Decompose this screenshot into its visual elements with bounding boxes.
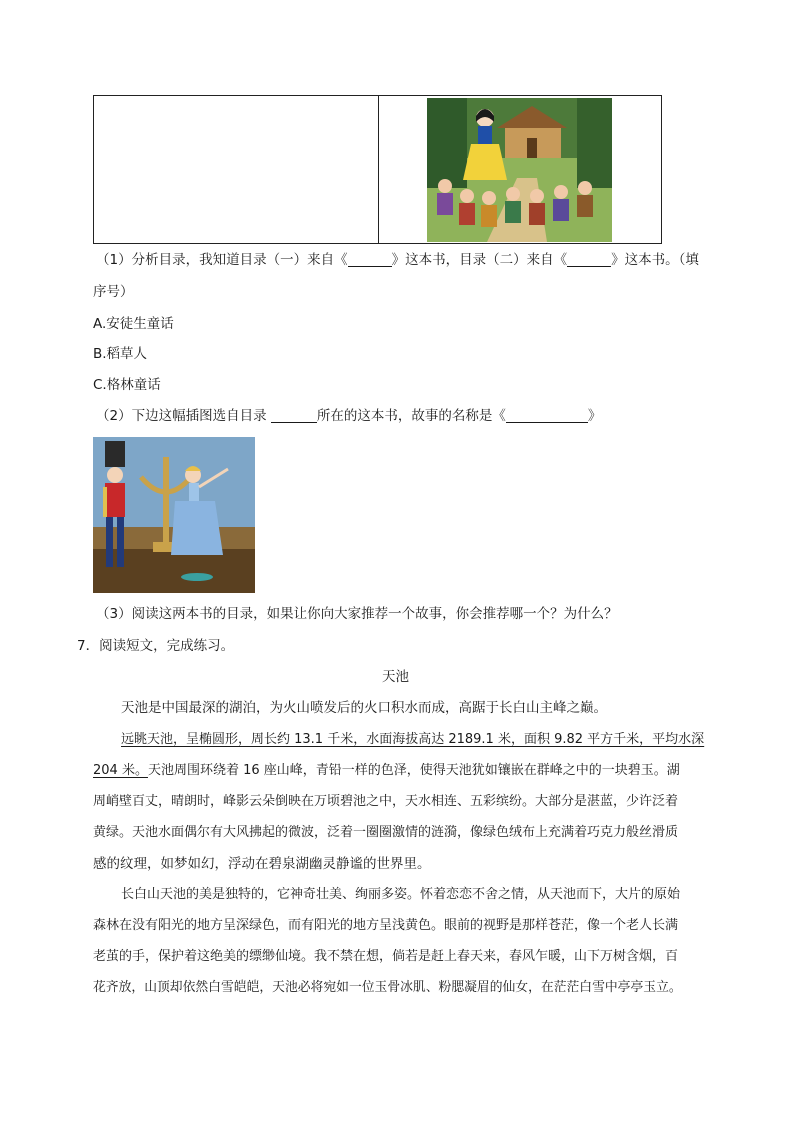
option-c: C.格林童话 xyxy=(93,377,161,393)
answer-blank-3[interactable] xyxy=(271,408,317,423)
underlined-segment: 204 米。 xyxy=(93,763,148,778)
option-b: B.稻草人 xyxy=(93,346,148,362)
answer-blank-2[interactable] xyxy=(567,252,611,267)
q6-part1-text-a: （1）分析目录，我知道目录（一）来自《 xyxy=(96,252,348,268)
q6-part1-line1 xyxy=(96,251,699,269)
paragraph-3-line-1: 长白山天池的美是独特的，它神奇壮美、绚丽多姿。怀着恋恋不舍之情，从天池而下，大片的原始 xyxy=(121,887,681,902)
paragraph-2-line-1: 远眺天池，呈椭圆形，周长约 13.1 千米，水面海拔高达 2189.1 米，面积 9.82 平方千米，平均水深 xyxy=(121,732,705,747)
paragraph-3-line-2: 森林在没有阳光的地方呈深绿色，而有阳光的地方呈浅黄色。眼前的视野是那样苍茫，像一个老人长满 xyxy=(93,918,679,933)
paragraph-2-line-2 xyxy=(93,762,680,780)
table-divider xyxy=(378,96,379,243)
passage-title: 天池 xyxy=(382,669,409,685)
paragraph-2-line-4: 黄绿。天池水面偶尔有大风拂起的微波，泛着一圈圈激情的涟漪，像绿色绒布上充满着巧克力般丝滑质 xyxy=(93,825,679,840)
snow-white-illustration xyxy=(427,98,612,242)
q6-part1-line2: 序号） xyxy=(93,284,134,300)
option-a: A.安徒生童话 xyxy=(93,316,174,332)
paragraph-2-line-5: 感的纹理，如梦如幻，浮动在碧泉湖幽灵静谧的世界里。 xyxy=(93,856,431,872)
tin-soldier-illustration xyxy=(93,437,255,593)
q7-intro: 7．阅读短文，完成练习。 xyxy=(77,638,235,654)
q6-part1-text-c: 》这本书。（填 xyxy=(611,252,699,268)
q6-part2-line xyxy=(96,407,601,425)
q6-part2-text-b: 所在的这本书，故事的名称是《 xyxy=(316,408,506,424)
q6-part1-text-b: 》这本书，目录（二）来自《 xyxy=(391,252,568,268)
paragraph-3-line-3: 老茧的手，保护着这绝美的缥缈仙境。我不禁在想，倘若是赶上春天来，春风乍暖，山下万树含烟，百 xyxy=(93,949,679,964)
paragraph-3-line-4: 花齐放，山顶却依然白雪皑皑，天池必将宛如一位玉骨冰肌、粉腮凝眉的仙女，在茫茫白雪中亭亭玉立。 xyxy=(93,980,682,995)
answer-blank-4[interactable] xyxy=(506,408,588,423)
catalog-table xyxy=(93,95,662,244)
paragraph-2-line-2-rest: 天池周围环绕着 16 座山峰，青铅一样的色泽，使得天池犹如镶嵌在群峰之中的一块碧玉。湖 xyxy=(147,763,680,778)
paragraph-1: 天池是中国最深的湖泊，为火山喷发后的火口积水而成，高踞于长白山主峰之巅。 xyxy=(121,700,607,716)
q6-part2-text-c: 》 xyxy=(587,408,602,424)
q6-part2-text-a: （2）下边这幅插图选自目录 xyxy=(96,408,267,424)
paragraph-2-line-3: 周峭壁百丈，晴朗时，峰影云朵倒映在万顷碧池之中，天水相连、五彩缤纷。大部分是湛蓝，少许泛着 xyxy=(93,794,679,809)
q6-part3: （3）阅读这两本书的目录，如果让你向大家推荐一个故事，你会推荐哪一个？为什么？ xyxy=(96,606,618,622)
answer-blank-1[interactable] xyxy=(348,252,392,267)
